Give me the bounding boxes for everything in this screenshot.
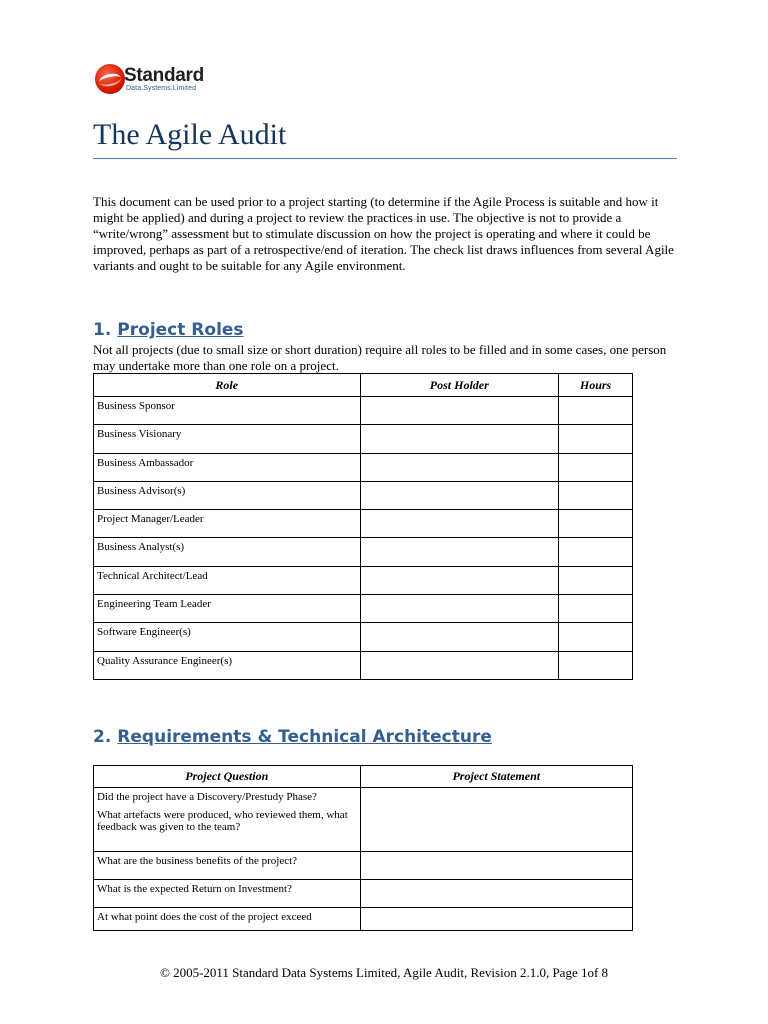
role-cell: Business Ambassador (94, 453, 361, 481)
header-hours: Hours (559, 374, 633, 397)
post-holder-cell[interactable] (360, 595, 559, 623)
questions-table (93, 765, 633, 931)
question-followup-text: What artefacts were produced, who reviewed them, what feedback was given to the team? (97, 809, 348, 833)
hours-cell[interactable] (559, 623, 633, 651)
table-row (94, 651, 633, 679)
table-row (94, 880, 633, 908)
hours-cell[interactable] (559, 425, 633, 453)
company-logo (95, 62, 225, 98)
section-heading-requirements (93, 727, 492, 747)
role-cell: Technical Architect/Lead (94, 566, 361, 594)
statement-cell[interactable] (360, 880, 632, 908)
hours-cell[interactable] (559, 595, 633, 623)
role-cell: Engineering Team Leader (94, 595, 361, 623)
intro-paragraph: This document can be used prior to a project starting (to determine if the Agile Process is suitable and how it might be applied) and during a project to review the practices in use. The objective is not to provide a “write/wrong” assessment but to stimulate discussion on how the project is operating and where it could be improved, perhaps as part of a retrospective/end of iteration. The check list draws influences from several Agile variants and ought to be suitable for any Agile environment. (93, 194, 674, 273)
role-cell: Software Engineer(s) (94, 623, 361, 651)
hours-cell[interactable] (559, 566, 633, 594)
question-cell: At what point does the cost of the project exceed (94, 908, 361, 931)
header-post-holder: Post Holder (360, 374, 559, 397)
table-row (94, 453, 633, 481)
table-row (94, 538, 633, 566)
post-holder-cell[interactable] (360, 623, 559, 651)
post-holder-cell[interactable] (360, 397, 559, 425)
table-header-row (94, 766, 633, 788)
logo-wordmark: Standard (124, 65, 204, 86)
table-row (94, 510, 633, 538)
hours-cell[interactable] (559, 510, 633, 538)
question-cell: What are the business benefits of the project? (94, 852, 361, 880)
table-row (94, 481, 633, 509)
page-footer: © 2005-2011 Standard Data Systems Limited, Agile Audit, Revision 2.1.0, Page 1of 8 (159, 965, 609, 980)
section-number: 2. (93, 727, 112, 747)
section-title: Requirements & Technical Architecture (117, 727, 492, 747)
role-cell: Business Analyst(s) (94, 538, 361, 566)
table-row (94, 788, 633, 852)
hours-cell[interactable] (559, 538, 633, 566)
hours-cell[interactable] (559, 397, 633, 425)
title-divider (93, 158, 677, 159)
header-role: Role (94, 374, 361, 397)
table-row (94, 566, 633, 594)
table-row (94, 623, 633, 651)
section-heading-project-roles (93, 320, 244, 340)
question-cell: What is the expected Return on Investment? (94, 880, 361, 908)
section-number: 1. (93, 320, 112, 340)
statement-cell[interactable] (360, 852, 632, 880)
hours-cell[interactable] (559, 453, 633, 481)
roles-note: Not all projects (due to small size or short duration) require all roles to be filled and in some cases, one person may undertake more than one role on a project. (93, 342, 667, 373)
page-title: The Agile Audit (93, 118, 287, 151)
post-holder-cell[interactable] (360, 453, 559, 481)
table-row (94, 425, 633, 453)
statement-cell[interactable] (360, 908, 632, 931)
hours-cell[interactable] (559, 651, 633, 679)
post-holder-cell[interactable] (360, 566, 559, 594)
post-holder-cell[interactable] (360, 538, 559, 566)
role-cell: Business Sponsor (94, 397, 361, 425)
question-cell (94, 788, 361, 852)
table-row (94, 852, 633, 880)
header-project-statement: Project Statement (360, 766, 632, 788)
statement-cell[interactable] (360, 788, 632, 852)
role-cell: Project Manager/Leader (94, 510, 361, 538)
role-cell: Business Visionary (94, 425, 361, 453)
question-text: Did the project have a Discovery/Prestudy Phase? (97, 791, 317, 803)
post-holder-cell[interactable] (360, 651, 559, 679)
role-cell: Business Advisor(s) (94, 481, 361, 509)
table-row (94, 595, 633, 623)
roles-table (93, 373, 633, 680)
header-project-question: Project Question (94, 766, 361, 788)
logo-subtitle: Data.Systems.Limited (126, 85, 197, 92)
post-holder-cell[interactable] (360, 481, 559, 509)
post-holder-cell[interactable] (360, 425, 559, 453)
table-header-row (94, 374, 633, 397)
table-row (94, 397, 633, 425)
section-title: Project Roles (117, 320, 244, 340)
logo-globe-icon (95, 64, 125, 94)
post-holder-cell[interactable] (360, 510, 559, 538)
role-cell: Quality Assurance Engineer(s) (94, 651, 361, 679)
hours-cell[interactable] (559, 481, 633, 509)
table-row (94, 908, 633, 931)
